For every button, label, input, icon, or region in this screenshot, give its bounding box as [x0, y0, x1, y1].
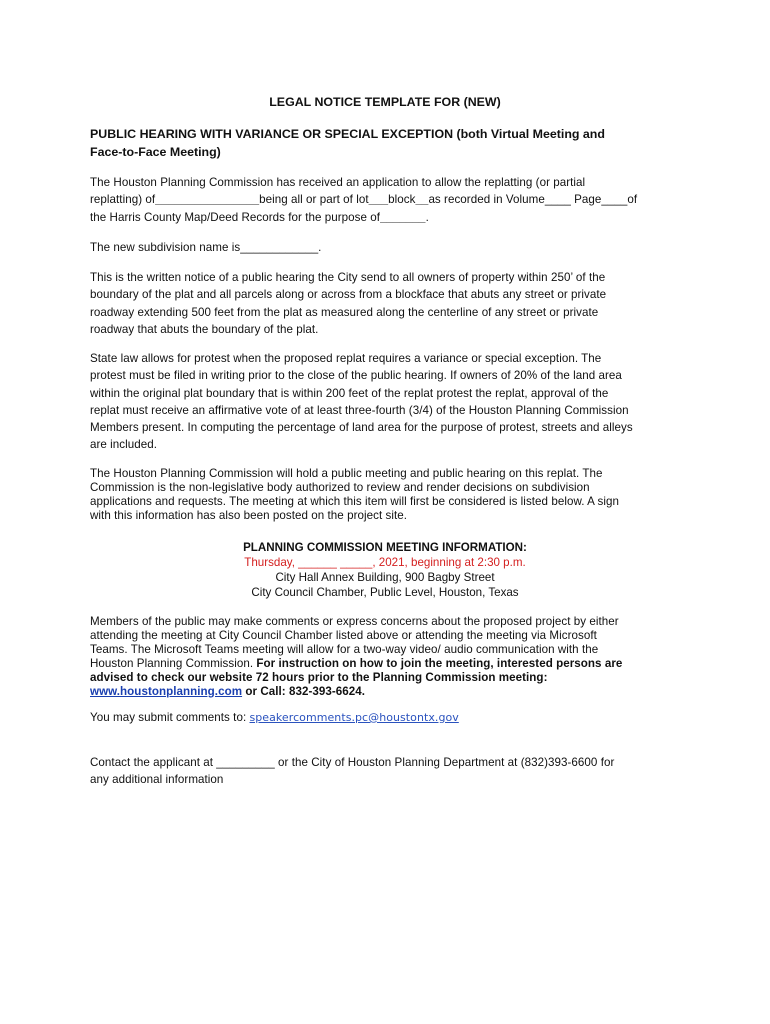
paragraph-line: with this information has also been posted on the project site. — [90, 508, 408, 522]
paragraph-line: applications and requests. The meeting at which this item will first be considered is listed below. A sign — [90, 494, 620, 508]
blank-field: __ — [415, 193, 429, 207]
blank-field: ___ — [368, 193, 389, 207]
website-link[interactable]: www.houstonplanning.com — [90, 684, 243, 698]
contact-paragraph — [90, 754, 690, 789]
paragraph-line: The Houston Planning Commission has received an application to allow the replatting (or partial — [90, 176, 586, 189]
subtitle-line: PUBLIC HEARING WITH VARIANCE OR SPECIAL EXCEPTION (both Virtual Meeting and — [90, 127, 605, 141]
paragraph-line: advised to check our website 72 hours prior to the Planning Commission meeting: — [90, 670, 548, 684]
paragraph-line: within the original plat boundary that is within 200 feet of the replat protest the replat, approval of the — [90, 386, 609, 400]
paragraph-line: Teams. The Microsoft Teams meeting will allow for a two-way video/ audio communication with the — [90, 642, 599, 656]
paragraph-line: protest must be filed in writing prior to the close of the public hearing. If owners of 20% of the land area — [90, 369, 622, 383]
paragraph-line — [90, 191, 690, 208]
paragraph-line: replat must receive an affirmative vote of at least three-fourth (3/4) of the Houston Planning Commission — [90, 403, 629, 417]
text-run: replatting) of — [90, 193, 156, 207]
paragraph-line: State law allows for protest when the proposed replat requires a variance or special exception. The — [90, 352, 602, 365]
paragraph-line — [90, 709, 690, 726]
document-subtitle — [90, 126, 690, 161]
instruction-text: For instruction on how to join the meeting, interested persons are — [256, 656, 623, 670]
paragraph-line: This is the written notice of a public hearing the City send to all owners of property within 250’ of the — [90, 271, 606, 284]
document-title: LEGAL NOTICE TEMPLATE FOR (NEW) — [269, 95, 501, 109]
blank-field: _______ — [380, 210, 426, 224]
paragraph-line: Commission is the non-legislative body authorized to review and render decisions on subdivision — [90, 480, 590, 494]
paragraph-line: are included. — [90, 438, 158, 452]
application-paragraph — [90, 174, 690, 226]
written-notice-paragraph — [90, 269, 690, 338]
paragraph-line: boundary of the plat and all parcels along or across from a blockface that abuts any street or private — [90, 288, 607, 302]
paragraph-line: The new subdivision name is____________. — [90, 241, 322, 254]
public-hearing-paragraph — [90, 467, 690, 523]
paragraph-line: Contact the applicant at _________ or the City of Houston Planning Department at (832)393-6600 for — [90, 756, 615, 769]
text-run: You may submit comments to: — [90, 711, 250, 724]
meeting-date: Thursday, ______ _____, 2021, beginning at 2:30 p.m. — [244, 555, 526, 569]
text-run: block — [388, 193, 416, 207]
text-run: being all or part of lot — [259, 193, 369, 207]
blank-field: ________________ — [155, 193, 260, 207]
meeting-chamber: City Council Chamber, Public Level, Houston, Texas — [251, 585, 519, 599]
subdivision-name-paragraph — [90, 239, 690, 256]
submit-comments-paragraph — [90, 709, 690, 726]
email-link[interactable]: speakercomments.pc@houstontx.gov — [249, 711, 459, 724]
subtitle-line: Face-to-Face Meeting) — [90, 144, 221, 159]
paragraph-line — [90, 209, 690, 226]
public-comment-paragraph — [90, 615, 690, 698]
protest-paragraph — [90, 350, 690, 454]
text-run: as recorded in Volume____ Page____of — [428, 193, 638, 207]
paragraph-line: attending the meeting at City Council Chamber listed above or attending the meeting via Microsoft — [90, 628, 597, 642]
text-run: . — [425, 210, 429, 224]
paragraph-line — [90, 685, 690, 699]
paragraph-line: any additional information — [90, 773, 224, 787]
paragraph-line: roadway extending 500 feet from the plat as measured along the centerline of any street or private — [90, 305, 599, 319]
meeting-information — [0, 541, 770, 601]
text-run: Houston Planning Commission. — [90, 656, 257, 670]
phone-text: or Call: 832-393-6624. — [242, 684, 366, 698]
paragraph-line: roadway that abuts the boundary of the plat. — [90, 322, 319, 336]
text-run: the Harris County Map/Deed Records for the purpose of — [90, 210, 381, 224]
paragraph-line — [90, 657, 690, 671]
paragraph-line: The Houston Planning Commission will hold a public meeting and public hearing on this replat. The — [90, 467, 603, 480]
paragraph-line: Members present. In computing the percentage of land area for the purpose of protest, streets and alleys — [90, 421, 633, 435]
paragraph-line: Members of the public may make comments or express concerns about the proposed project by either — [90, 615, 619, 628]
meeting-building: City Hall Annex Building, 900 Bagby Street — [275, 570, 495, 584]
meeting-heading: PLANNING COMMISSION MEETING INFORMATION: — [243, 541, 527, 554]
